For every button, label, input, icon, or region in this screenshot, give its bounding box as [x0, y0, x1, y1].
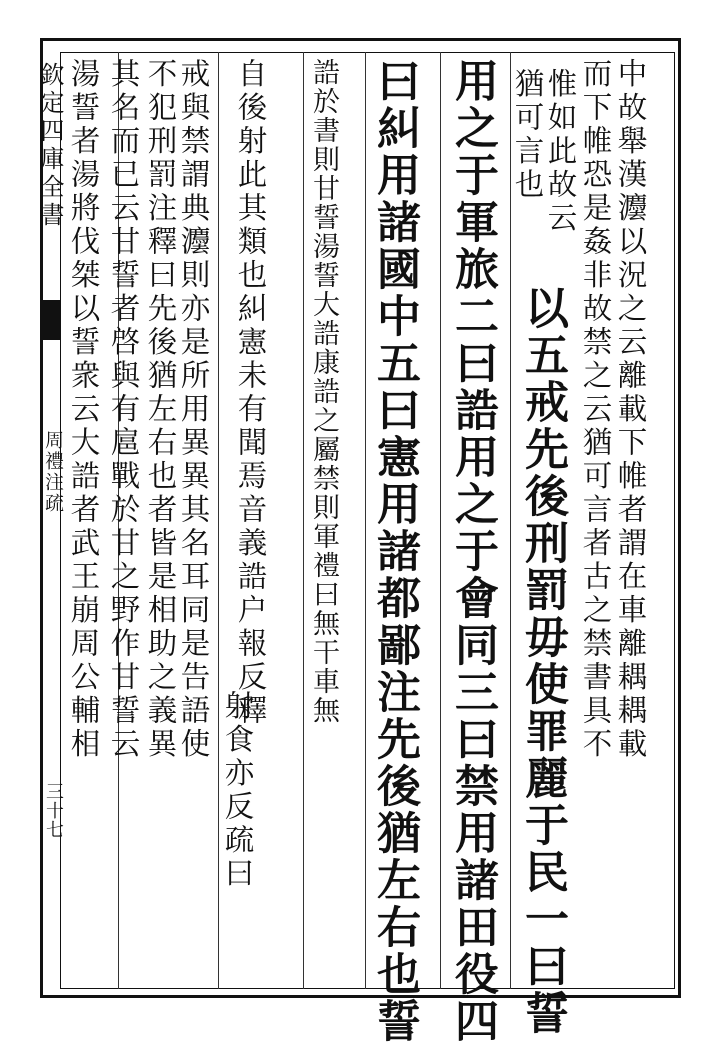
text-column-3a: 惟如此故云 [543, 68, 578, 236]
text-column-3b: 猶可言也 [510, 68, 545, 202]
fishtail-mark [40, 300, 60, 340]
text-column-9: 戒與禁謂典灋則亦是所用異異其名耳同是告語使 [176, 58, 211, 762]
column-divider [303, 52, 304, 989]
text-column-8b: 射食亦反疏曰 [220, 690, 255, 891]
text-column-1: 中故舉漢灋以況之云離載下帷者謂在車離耦耦載 [613, 58, 648, 762]
column-divider [440, 52, 441, 989]
text-column-7: 誥於書則甘誓湯誓大誥康誥之屬禁則軍禮曰無干車無 [308, 58, 339, 725]
column-divider [365, 52, 366, 989]
text-column-5: 用之于軍旅二曰誥用之于會同三曰禁用諸田役四 [447, 58, 498, 1045]
text-column-11: 其名而已云甘誓者啓與有扈戰於甘之野作甘誓云 [106, 58, 141, 762]
text-column-6: 曰糾用諸國中五曰憲用諸都鄙注先後猶左右也誓 [369, 58, 420, 1045]
margin-section-title: 周禮注疏 [42, 430, 64, 514]
text-column-10: 不犯刑罰注釋曰先後猶左右也者皆是相助之義異 [143, 58, 178, 762]
text-column-12: 湯誓者湯將伐桀以誓衆云大誥者武王崩周公輔相 [66, 58, 101, 762]
text-column-8: 自後射此其類也糾憲未有聞焉音義誥户報反釋 [233, 58, 268, 728]
margin-page-number: 三十七 [43, 782, 64, 839]
text-column-4: 以五戒先後刑罰毋使罪麗于民一曰誓 [517, 285, 568, 1037]
text-column-2: 而下帷恐是姦非故禁之云猶可言者古之禁書具不 [578, 58, 613, 762]
column-divider [218, 52, 219, 989]
margin-book-title: 欽定四庫全書 [36, 62, 64, 230]
